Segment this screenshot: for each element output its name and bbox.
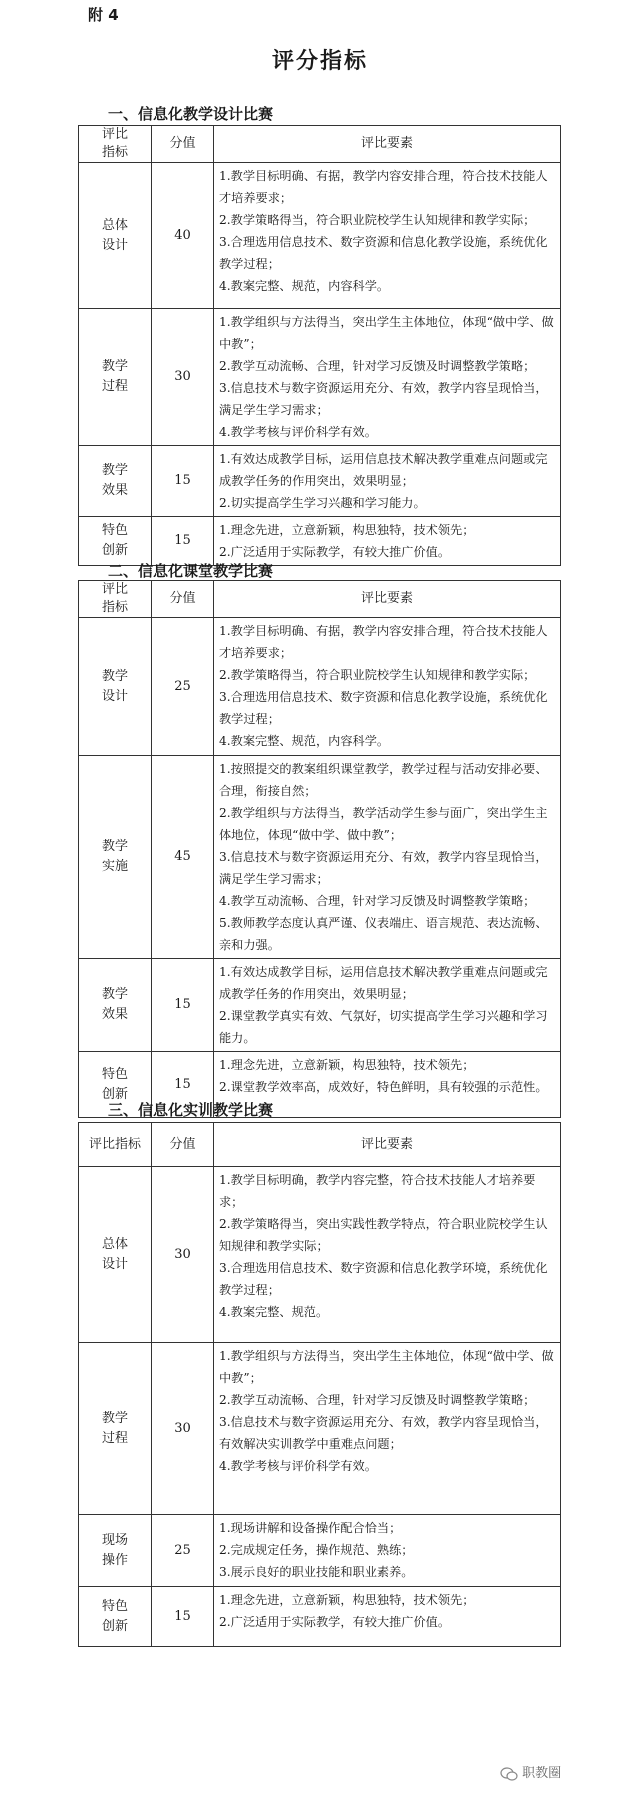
requirement-item: 2.教学互动流畅、合理，针对学习反馈及时调整教学策略； — [219, 359, 536, 373]
requirement-item: 1.教学组织与方法得当，突出学生主体地位，体现“做中学、做中教”； — [219, 315, 554, 351]
indicator-cell: 特色 创新 — [79, 1052, 152, 1118]
requirement-item: 4.教学考核与评价科学有效。 — [219, 1459, 377, 1473]
requirement-item: 2.课堂教学真实有效、气氛好，切实提高学生学习兴趣和学习能力。 — [219, 1009, 548, 1045]
requirement-item: 3.合理选用信息技术、数字资源和信息化教学环境，系统优化教学过程； — [219, 1261, 548, 1297]
requirements-cell — [214, 1167, 561, 1343]
requirements-cell — [214, 1343, 561, 1515]
requirements-cell — [214, 1515, 561, 1587]
table-header-row — [79, 1123, 561, 1167]
score-cell: 40 — [152, 163, 214, 309]
score-cell: 15 — [152, 517, 214, 566]
table-row — [79, 1587, 561, 1647]
table-row — [79, 446, 561, 517]
requirement-item: 3.信息技术与数字资源运用充分、有效，教学内容呈现恰当，有效解决实训教学中重难点问题； — [219, 1415, 548, 1451]
header-indicator: 评比 指标 — [79, 126, 152, 163]
requirement-item: 2.教学组织与方法得当，教学活动学生参与面广，突出学生主体地位，体现“做中学、做中教”； — [219, 806, 548, 842]
requirement-item: 2.教学策略得当，符合职业院校学生认知规律和教学实际； — [219, 213, 536, 227]
header-indicator: 评比 指标 — [79, 581, 152, 618]
header-requirements: 评比要素 — [214, 1123, 561, 1167]
requirement-item: 4.教案完整、规范，内容科学。 — [219, 734, 390, 748]
requirement-item: 2.课堂教学效率高，成效好，特色鲜明，具有较强的示范性。 — [219, 1080, 548, 1094]
requirement-item: 2.教学策略得当，突出实践性教学特点，符合职业院校学生认知规律和教学实际； — [219, 1217, 548, 1253]
header-score: 分值 — [152, 126, 214, 163]
requirement-item: 3.信息技术与数字资源运用充分、有效，教学内容呈现恰当，满足学生学习需求； — [219, 381, 548, 417]
table-row — [79, 1167, 561, 1343]
indicator-cell: 教学 过程 — [79, 309, 152, 446]
table-row — [79, 1515, 561, 1587]
table-row — [79, 163, 561, 309]
requirement-item: 2.广泛适用于实际教学，有较大推广价值。 — [219, 545, 451, 559]
header-score: 分值 — [152, 1123, 214, 1167]
attachment-label: 附 4 — [88, 6, 119, 24]
table-row — [79, 618, 561, 756]
requirements-cell — [214, 756, 561, 959]
table-row — [79, 959, 561, 1052]
requirements-cell — [214, 959, 561, 1052]
header-indicator: 评比指标 — [79, 1123, 152, 1167]
watermark — [500, 1762, 561, 1781]
score-cell: 25 — [152, 1515, 214, 1587]
requirement-item: 1.有效达成教学目标，运用信息技术解决教学重难点问题或完成教学任务的作用突出，效果明显； — [219, 452, 548, 488]
requirement-item: 1.理念先进，立意新颖，构思独特，技术领先； — [219, 1593, 475, 1607]
requirements-cell — [214, 309, 561, 446]
score-cell: 15 — [152, 446, 214, 517]
table-row — [79, 1343, 561, 1515]
requirement-item: 1.教学组织与方法得当，突出学生主体地位，体现“做中学、做中教”； — [219, 1349, 554, 1385]
requirement-item: 3.信息技术与数字资源运用充分、有效，教学内容呈现恰当，满足学生学习需求； — [219, 850, 548, 886]
table-row — [79, 756, 561, 959]
indicator-cell: 教学 设计 — [79, 618, 152, 756]
score-cell: 30 — [152, 1167, 214, 1343]
requirement-item: 4.教案完整、规范。 — [219, 1305, 329, 1319]
header-score: 分值 — [152, 581, 214, 618]
scoring-table — [78, 125, 561, 566]
table-header-row — [79, 581, 561, 618]
indicator-cell: 特色 创新 — [79, 1587, 152, 1647]
requirement-item: 3.展示良好的职业技能和职业素养。 — [219, 1565, 414, 1579]
requirement-item: 1.理念先进，立意新颖，构思独特，技术领先； — [219, 523, 475, 537]
requirement-item: 4.教学考核与评价科学有效。 — [219, 425, 377, 439]
wechat-icon — [500, 1767, 518, 1781]
indicator-cell: 特色 创新 — [79, 517, 152, 566]
requirements-cell — [214, 517, 561, 566]
requirement-item: 2.广泛适用于实际教学，有较大推广价值。 — [219, 1615, 451, 1629]
indicator-cell: 教学 过程 — [79, 1343, 152, 1515]
table-header-row — [79, 126, 561, 163]
indicator-cell: 总体 设计 — [79, 163, 152, 309]
requirement-item: 2.完成规定任务，操作规范、熟练； — [219, 1543, 414, 1557]
requirements-cell — [214, 1587, 561, 1647]
requirement-item: 4.教学互动流畅、合理，针对学习反馈及时调整教学策略； — [219, 894, 536, 908]
requirement-item: 1.按照提交的教案组织课堂教学，教学过程与活动安排必要、合理，衔接自然； — [219, 762, 548, 798]
indicator-cell: 教学 实施 — [79, 756, 152, 959]
requirement-item: 3.合理选用信息技术、数字资源和信息化教学设施，系统优化教学过程； — [219, 690, 548, 726]
table-row — [79, 517, 561, 566]
requirement-item: 1.教学目标明确、有据，教学内容安排合理，符合技术技能人才培养要求； — [219, 169, 548, 205]
header-requirements: 评比要素 — [214, 126, 561, 163]
watermark-text: 职教圈 — [522, 1766, 562, 1781]
score-cell: 30 — [152, 309, 214, 446]
requirement-item: 2.切实提高学生学习兴趣和学习能力。 — [219, 496, 426, 510]
requirement-item: 1.现场讲解和设备操作配合恰当； — [219, 1521, 402, 1535]
indicator-cell: 现场 操作 — [79, 1515, 152, 1587]
score-cell: 30 — [152, 1343, 214, 1515]
requirements-cell — [214, 446, 561, 517]
indicator-cell: 教学 效果 — [79, 959, 152, 1052]
requirement-item: 4.教案完整、规范，内容科学。 — [219, 279, 390, 293]
scoring-table — [78, 580, 561, 1118]
requirement-item: 1.有效达成教学目标，运用信息技术解决教学重难点问题或完成教学任务的作用突出，效果明显； — [219, 965, 548, 1001]
requirements-cell — [214, 163, 561, 309]
section-heading: 一、信息化教学设计比赛 — [108, 105, 274, 123]
score-cell: 15 — [152, 959, 214, 1052]
score-cell: 15 — [152, 1052, 214, 1118]
table-row — [79, 309, 561, 446]
requirement-item: 1.教学目标明确，教学内容完整，符合技术技能人才培养要求； — [219, 1173, 536, 1209]
score-cell: 15 — [152, 1587, 214, 1647]
indicator-cell: 教学 效果 — [79, 446, 152, 517]
section-heading: 二、信息化课堂教学比赛 — [108, 562, 274, 580]
requirements-cell — [214, 618, 561, 756]
page-title: 评分指标 — [271, 49, 368, 74]
requirement-item: 3.合理选用信息技术、数字资源和信息化教学设施，系统优化教学过程； — [219, 235, 548, 271]
scoring-table — [78, 1122, 561, 1647]
requirement-item: 2.教学策略得当，符合职业院校学生认知规律和教学实际； — [219, 668, 536, 682]
requirement-item: 5.教师教学态度认真严谨、仪表端庄、语言规范、表达流畅、亲和力强。 — [219, 916, 548, 952]
header-requirements: 评比要素 — [214, 581, 561, 618]
requirement-item: 2.教学互动流畅、合理，针对学习反馈及时调整教学策略； — [219, 1393, 536, 1407]
section-heading: 三、信息化实训教学比赛 — [108, 1101, 274, 1119]
score-cell: 25 — [152, 618, 214, 756]
requirement-item: 1.理念先进，立意新颖，构思独特，技术领先； — [219, 1058, 475, 1072]
score-cell: 45 — [152, 756, 214, 959]
requirement-item: 1.教学目标明确、有据，教学内容安排合理，符合技术技能人才培养要求； — [219, 624, 548, 660]
indicator-cell: 总体 设计 — [79, 1167, 152, 1343]
